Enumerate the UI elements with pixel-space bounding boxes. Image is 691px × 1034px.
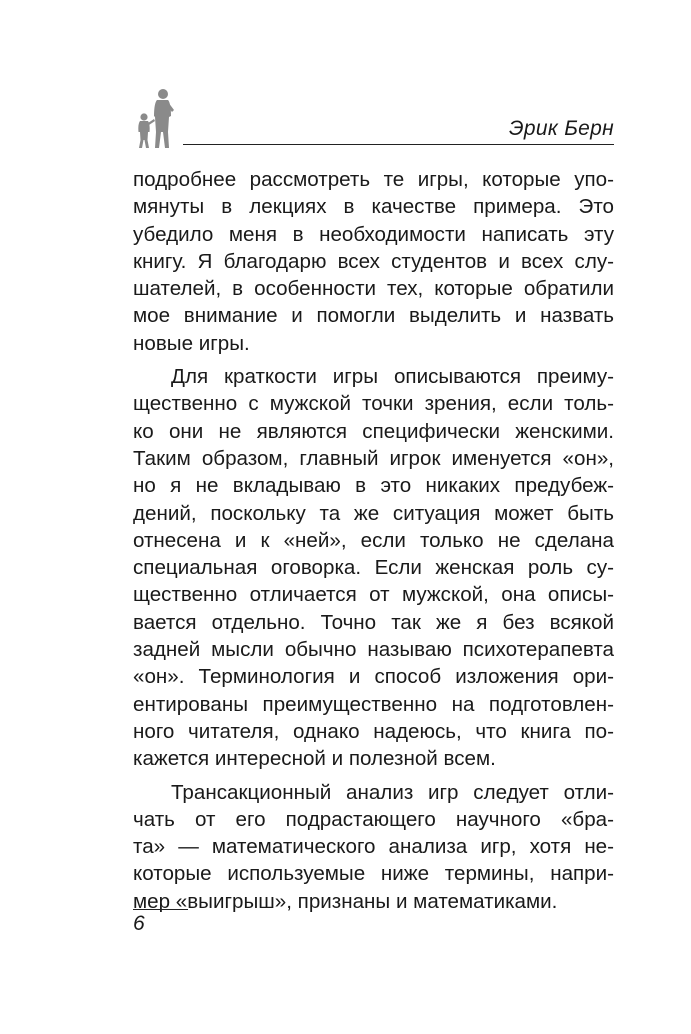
text-line: которые используемые ниже термины, напри- xyxy=(133,862,614,886)
text-line: отнесена и к «ней», если только не сделана xyxy=(133,528,614,552)
running-header-author: Эрик Берн xyxy=(509,117,614,140)
text-line: книгу. Я благодарю всех студентов и всех слу- xyxy=(133,249,614,273)
text-line: мер «выигрыш», признаны и математиками. xyxy=(133,889,558,913)
text-line: ентированы преимущественно на подготовлен- xyxy=(133,692,614,716)
text-line: Для краткости игры описываются преиму- xyxy=(171,365,614,389)
text-line: «он». Терминология и способ изложения ори- xyxy=(133,665,614,689)
text-line: ного читателя, однако надеюсь, что книга по- xyxy=(133,719,614,743)
text-line: Таким образом, главный игрок именуется «он», xyxy=(133,446,614,470)
text-line: мое внимание и помогли выделить и назвать xyxy=(133,304,614,328)
text-line: задней мысли обычно называю психотерапевта xyxy=(133,638,614,662)
footer-rule xyxy=(133,909,188,910)
paragraph-2 xyxy=(133,363,614,772)
text-line: вается отдельно. Точно так же я без всякой xyxy=(133,610,614,634)
text-line: новые игры. xyxy=(133,331,250,355)
text-line: убедило меня в необходимости написать эту xyxy=(133,222,614,246)
text-line: щественно с мужской точки зрения, если толь- xyxy=(133,392,614,416)
text-line: мянуты в лекциях в качестве примера. Это xyxy=(133,195,614,219)
text-line: ко они не являются специфически женскими. xyxy=(133,419,614,443)
text-line: шателей, в особенности тех, которые обратили xyxy=(133,277,614,301)
header-rule xyxy=(183,144,614,145)
text-line: подробнее рассмотреть те игры, которые упо- xyxy=(133,168,614,191)
text-line: кажется интересной и полезной всем. xyxy=(133,747,496,771)
paragraph-1 xyxy=(133,166,614,357)
text-line: дений, поскольку та же ситуация может быть xyxy=(133,501,614,525)
page-number: 6 xyxy=(133,912,145,935)
paragraph-3 xyxy=(133,779,614,915)
text-line: но я не вкладываю в это никаких предубеж- xyxy=(133,474,614,498)
adult-and-child-silhouette-icon xyxy=(133,86,183,150)
body-text xyxy=(133,166,614,915)
text-line: чать от его подрастающего научного «бра- xyxy=(133,807,614,831)
text-line: специальная оговорка. Если женская роль су- xyxy=(133,556,614,580)
text-line: Трансакционный анализ игр следует отли- xyxy=(171,780,614,804)
running-header xyxy=(133,86,614,150)
text-line: та» — математического анализа игр, хотя не- xyxy=(133,835,614,859)
text-line: щественно отличается от мужской, она описы- xyxy=(133,583,614,607)
